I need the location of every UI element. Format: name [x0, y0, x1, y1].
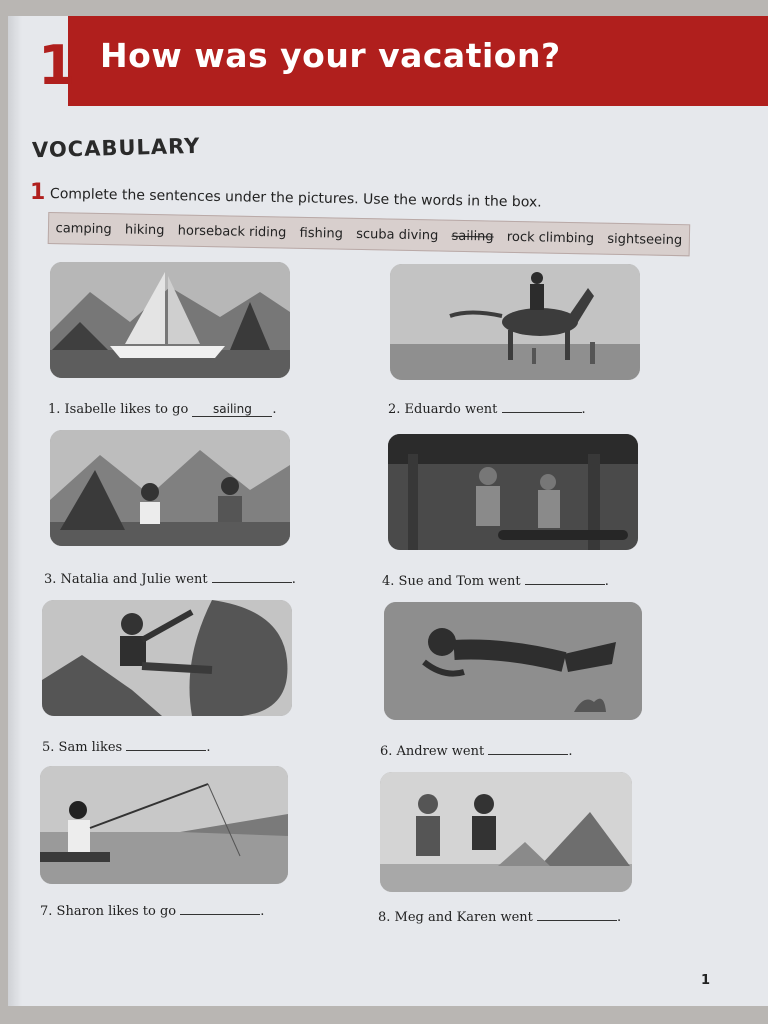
page-number: 1	[700, 973, 710, 988]
answer-blank[interactable]	[212, 582, 292, 583]
workbook-page	[8, 16, 768, 1006]
unit-number: 1	[38, 34, 76, 97]
exercise-instruction: Complete the sentences under the pictures. Use the words in the box.	[49, 186, 542, 211]
caption-punct: .	[206, 740, 211, 755]
fishing-picture	[40, 766, 288, 884]
answer-blank[interactable]	[537, 920, 617, 921]
caption-punct: .	[272, 402, 277, 417]
caption-3	[44, 572, 296, 587]
caption-text: 3. Natalia and Julie went	[44, 572, 208, 587]
answer-blank[interactable]	[180, 914, 260, 915]
caption-8	[378, 910, 621, 925]
word-box-item: hiking	[124, 221, 165, 238]
word-box	[48, 212, 690, 256]
word-box-item-used: sailing	[451, 228, 494, 245]
caption-2	[388, 402, 586, 417]
rock-climbing-picture	[42, 600, 292, 716]
answer-blank[interactable]	[502, 412, 582, 413]
caption-punct: .	[291, 572, 296, 587]
answer-blank[interactable]: sailing	[192, 403, 272, 417]
caption-punct: .	[617, 910, 622, 925]
caption-text: 8. Meg and Karen went	[378, 910, 533, 925]
caption-4	[382, 574, 609, 589]
caption-text: 7. Sharon likes to go	[40, 904, 177, 919]
caption-6	[380, 744, 572, 759]
word-box-item: camping	[55, 220, 112, 237]
caption-punct: .	[581, 402, 586, 417]
caption-text: 1. Isabelle likes to go	[48, 402, 189, 417]
caption-text: 6. Andrew went	[380, 744, 485, 759]
caption-text: 2. Eduardo went	[388, 402, 498, 417]
answer-blank[interactable]	[525, 584, 605, 585]
scuba-diving-picture	[384, 602, 642, 720]
word-box-item: sightseeing	[607, 231, 683, 248]
sightseeing-picture	[380, 772, 632, 892]
caption-text: 5. Sam likes	[42, 740, 123, 755]
word-box-item: horseback riding	[177, 222, 287, 241]
hiking-picture	[388, 434, 638, 550]
section-heading: VOCABULARY	[31, 133, 201, 163]
caption-5	[42, 740, 211, 755]
word-box-item: scuba diving	[356, 226, 439, 243]
exercise-number: 1	[30, 180, 46, 205]
word-box-item: rock climbing	[506, 229, 595, 246]
unit-title: How was your vacation?	[100, 36, 561, 75]
camping-picture	[50, 430, 290, 546]
caption-punct: .	[260, 904, 265, 919]
caption-7	[40, 904, 264, 919]
caption-1	[48, 402, 277, 417]
horseback-picture	[390, 264, 640, 380]
caption-punct: .	[604, 574, 609, 589]
word-box-item: fishing	[299, 225, 344, 242]
answer-blank[interactable]	[126, 750, 206, 751]
answer-blank[interactable]	[488, 754, 568, 755]
caption-punct: .	[568, 744, 573, 759]
page-fold-shadow	[8, 16, 22, 1006]
caption-text: 4. Sue and Tom went	[382, 574, 521, 589]
sailboat-picture	[50, 262, 290, 378]
